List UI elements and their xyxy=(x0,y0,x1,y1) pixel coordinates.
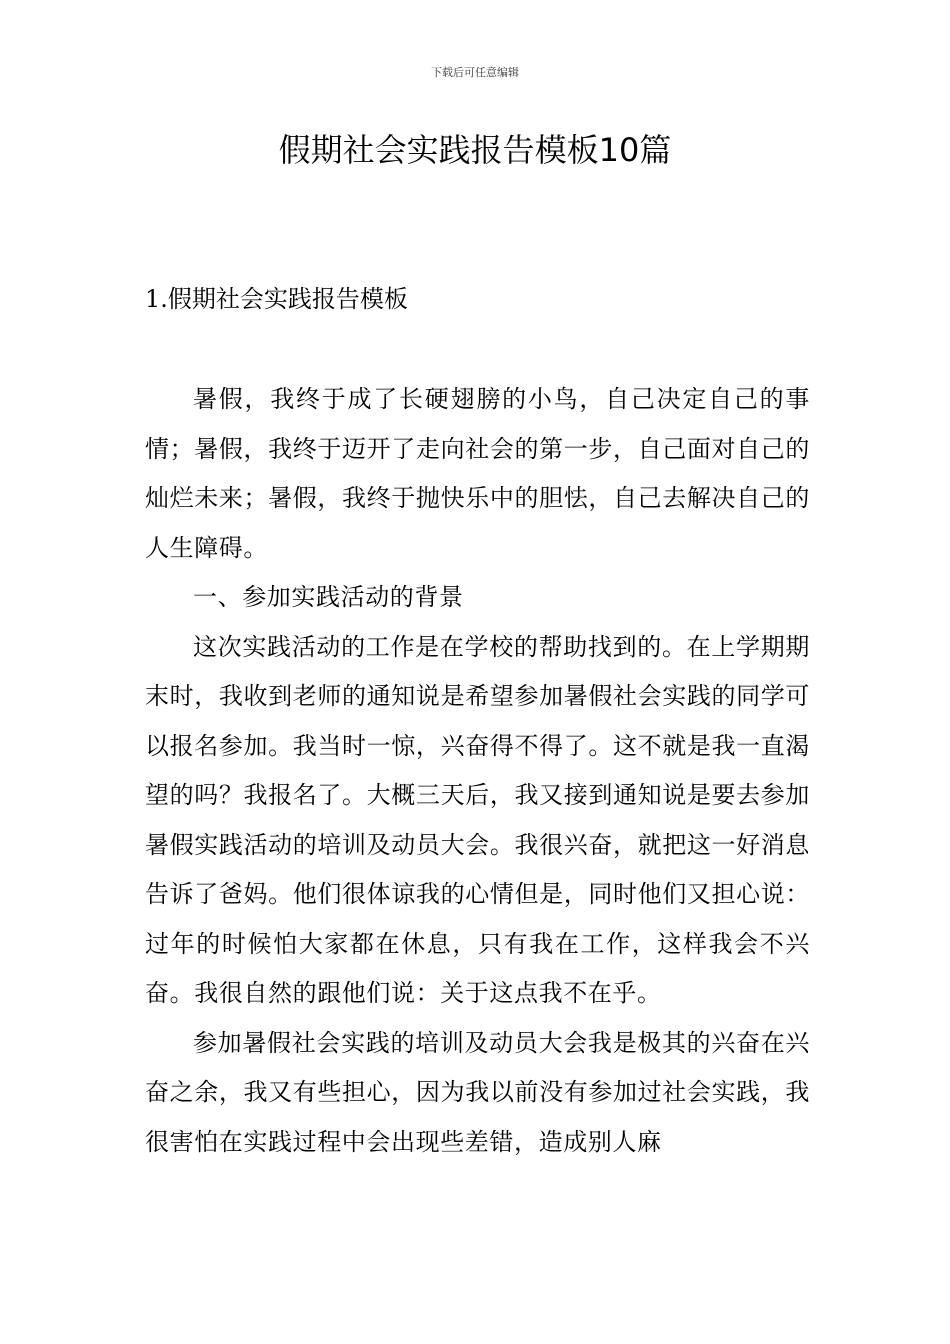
subheading-background: 一、参加实践活动的背景 xyxy=(193,583,464,611)
body-text xyxy=(145,375,810,1167)
header-note: 下载后可任意编辑 xyxy=(431,66,519,79)
paragraph-intro: 暑假，我终于成了长硬翅膀的小鸟，自己决定自己的事情；暑假，我终于迈开了走向社会的第一步，自己面对自己的灿烂未来；暑假，我终于抛快乐中的胆怯，自己去解决自己的人生障碍。 xyxy=(145,385,810,562)
document-title: 假期社会实践报告模板10篇 xyxy=(278,131,672,169)
paragraph-background: 这次实践活动的工作是在学校的帮助找到的。在上学期期末时，我收到老师的通知说是希望参加暑假社会实践的同学可以报名参加。我当时一惊，兴奋得不得了。这不就是我一直渴望的吗？我报名了。大概三天后，我又接到通知说是要去参加暑假实践活动的培训及动员大会。我很兴奋，就把这一好消息告诉了爸妈。他们很体谅我的心情但是，同时他们又担心说：过年的时候怕大家都在休息，只有我在工作，这样我会不兴奋。我很自然的跟他们说：关于这点我不在乎。 xyxy=(145,632,810,1007)
paragraph-training: 参加暑假社会实践的培训及动员大会我是极其的兴奋在兴奋之余，我又有些担心，因为我以前没有参加过社会实践，我很害怕在实践过程中会出现些差错，造成别人麻 xyxy=(145,1028,810,1156)
section-heading: 1.假期社会实践报告模板 xyxy=(145,285,408,313)
